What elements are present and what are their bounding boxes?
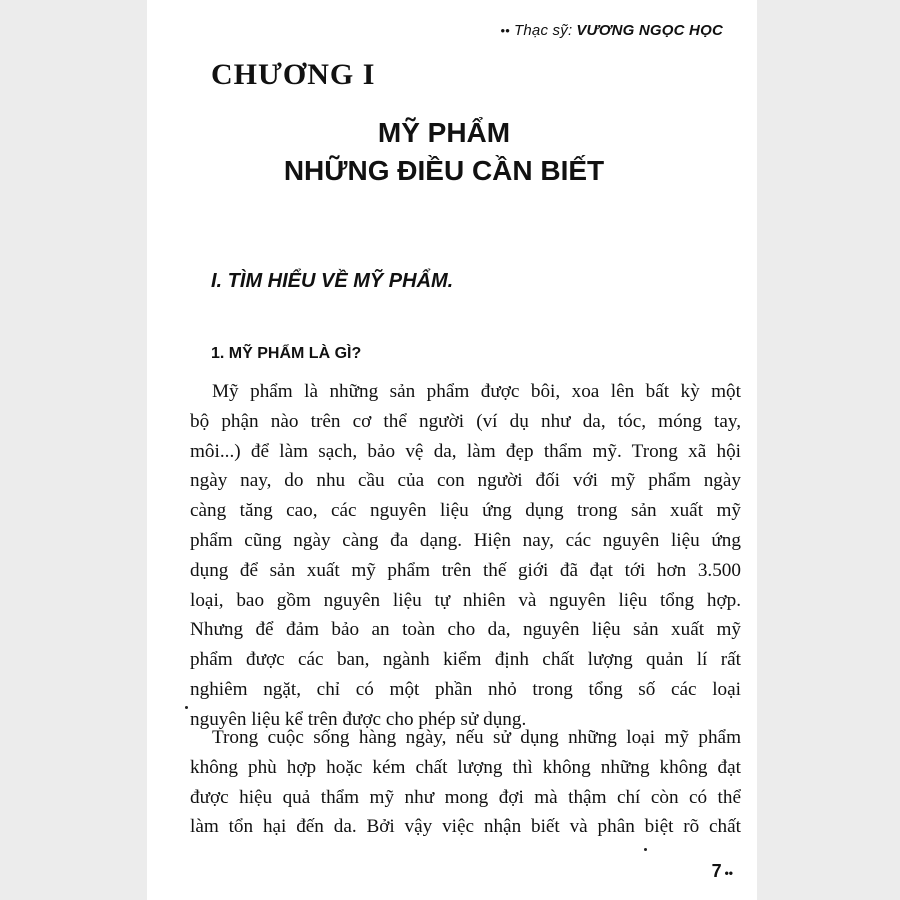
chapter-title-line: MỸ PHẨM [377,117,511,148]
text-line: ngày nay, do nhu cầu của con người đối với mỹ phẩm ngày [190,470,741,492]
page-number [712,861,733,882]
author-name: VƯƠNG NGỌC HỌC [576,22,723,39]
print-speck [644,848,647,851]
sub-heading: 1. MỸ PHẨM LÀ GÌ? [211,345,362,362]
text-line: bộ phận nào trên cơ thể người (ví dụ như da, tóc, móng tay, [190,410,741,432]
text-line: Trong cuộc sống hàng ngày, nếu sử dụng những loại mỹ phẩm [212,727,741,748]
body-paragraph [190,723,741,842]
body-paragraph [190,377,741,735]
text-line: làm tổn hại đến da. Bởi vậy việc nhận biết và phân biệt rõ chất [190,816,741,838]
page-number-value: 7 [711,861,722,881]
text-line: Nhưng để đảm bảo an toàn cho da, nguyên liệu sản xuất mỹ [190,619,741,641]
text-line: Mỹ phẩm là những sản phẩm được bôi, xoa lên bất kỳ một [212,381,741,402]
header-bullet-dots: •• [500,23,511,38]
footer-bullet-dots: •• [724,866,733,880]
section-heading: I. TÌM HIỂU VỀ MỸ PHẨM. [211,270,454,292]
chapter-title-line: NHỮNG ĐIỀU CẦN BIẾT [283,155,605,186]
book-page [147,0,757,900]
text-line: không phù hợp hoặc kém chất lượng thì không những không đạt [190,756,741,778]
text-line: loại, bao gồm nguyên liệu tự nhiên và nguyên liệu tổng hợp. [190,589,741,611]
print-speck [185,706,188,709]
author-prefix: Thạc sỹ: [514,22,573,39]
text-line: nghiêm ngặt, chỉ có một phần nhỏ trong tổng số các loại [190,678,741,700]
chapter-label: CHƯƠNG I [211,58,376,91]
text-line: nguyên liệu kể trên được cho phép sử dụng. [190,708,527,730]
chapter-title [147,114,749,190]
text-line: dụng để sản xuất mỹ phẩm trên thế giới đã đạt tới hơn 3.500 [190,559,741,581]
text-line: được hiệu quả thẩm mỹ như mong đợi mà thậm chí còn có thể [190,786,741,808]
text-line: phẩm được các ban, ngành kiểm định chất lượng quản lí rất [190,649,741,671]
text-line: càng tăng cao, các nguyên liệu ứng dụng trong sản xuất mỹ [190,500,741,522]
text-line: phẩm cũng ngày càng đa dạng. Hiện nay, các nguyên liệu ứng [190,529,741,551]
text-line: môi...) để làm sạch, bảo vệ da, làm đẹp thẩm mỹ. Trong xã hội [190,440,741,462]
running-header [501,22,723,39]
